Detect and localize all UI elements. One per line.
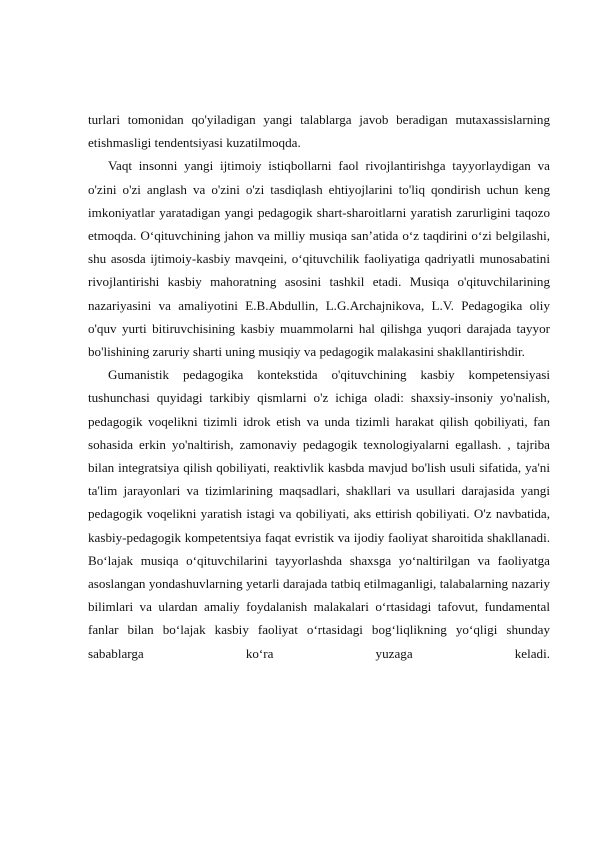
paragraph-continuation: turlari tomonidan qo'yiladigan yangi talablarga javob beradigan mutaxassislarning etishmasligi tendentsiyasi kuzatilmoqda. [88,112,550,151]
document-body [88,108,550,665]
paragraph-professional-competence: Gumanistik pedagogika kontekstida o'qituvchining kasbiy kompetensiyasi tushunchasi quyidagi tarkibiy qismlarni o'z ichiga oladi: shaxsiy-insoniy yo'nalish, pedagogik voqelikni tizimli idrok etish va unda tizimli harakat qilish qobiliyati, fan sohasida erkin yo'naltirish, zamonaviy pedagogik texnologiyalarni egallash. , tajriba bilan integratsiya qilish qobiliyati, reaktivlik kasbda mavjud bo'lish usuli sifatida, ya'ni ta'lim jarayonlari va tizimlarining maqsadlari, shakllari va usullari darajasida yangi pedagogik voqelikni yaratish istagi va qobiliyati, aks ettirish qobiliyati. O'z navbatida, kasbiy-pedagogik kompetentsiya faqat evristik va ijodiy faoliyat sharoitida shakllanadi. Bo‘lajak musiqa o‘qituvchilarini tayyorlashda shaxsga yo‘naltirilgan va faoliyatga asoslangan yondashuvlarning yetarli darajada tatbiq etilmaganligi, talabalarning nazariy bilimlari va ulardan amaliy foydalanish malakalari o‘rtasidagi tafovut, fundamental fanlar bilan bo‘lajak kasbiy faoliyat o‘rtasidagi bog‘liqlikning yo‘qligi shunday sabablarga ko‘ra yuzaga keladi. [88,367,550,661]
paragraph-pedagogical-conditions: Vaqt insonni yangi ijtimoiy istiqbollarni faol rivojlantirishga tayyorlaydigan va o'zini o'zi anglash va o'zini o'zi tasdiqlash ehtiyojlarini to'liq qondirish uchun keng imkoniyatlar yaratadigan yangi pedagogik shart-sharoitlarni yaratish zarurligini taqozo etmoqda. O‘qituvchining jahon va milliy musiqa san’atida o‘z taqdirini o‘zi belgilashi, shu asosda ijtimoiy-kasbiy mavqeini, o‘qituvchilik faoliyatiga qadriyatli munosabatini rivojlantirishi kasbiy mahoratning asosini tashkil etadi. Musiqa o'qituvchilarining nazariyasini va amaliyotini E.B.Abdullin, L.G.Archajnikova, L.V. Pedagogika oliy o'quv yurti bitiruvchisining kasbiy muammolarni hal qilishga yuqori darajada tayyor bo'lishining zaruriy sharti uning musiqiy va pedagogik malakasini shakllantirishdir. [88,158,550,360]
